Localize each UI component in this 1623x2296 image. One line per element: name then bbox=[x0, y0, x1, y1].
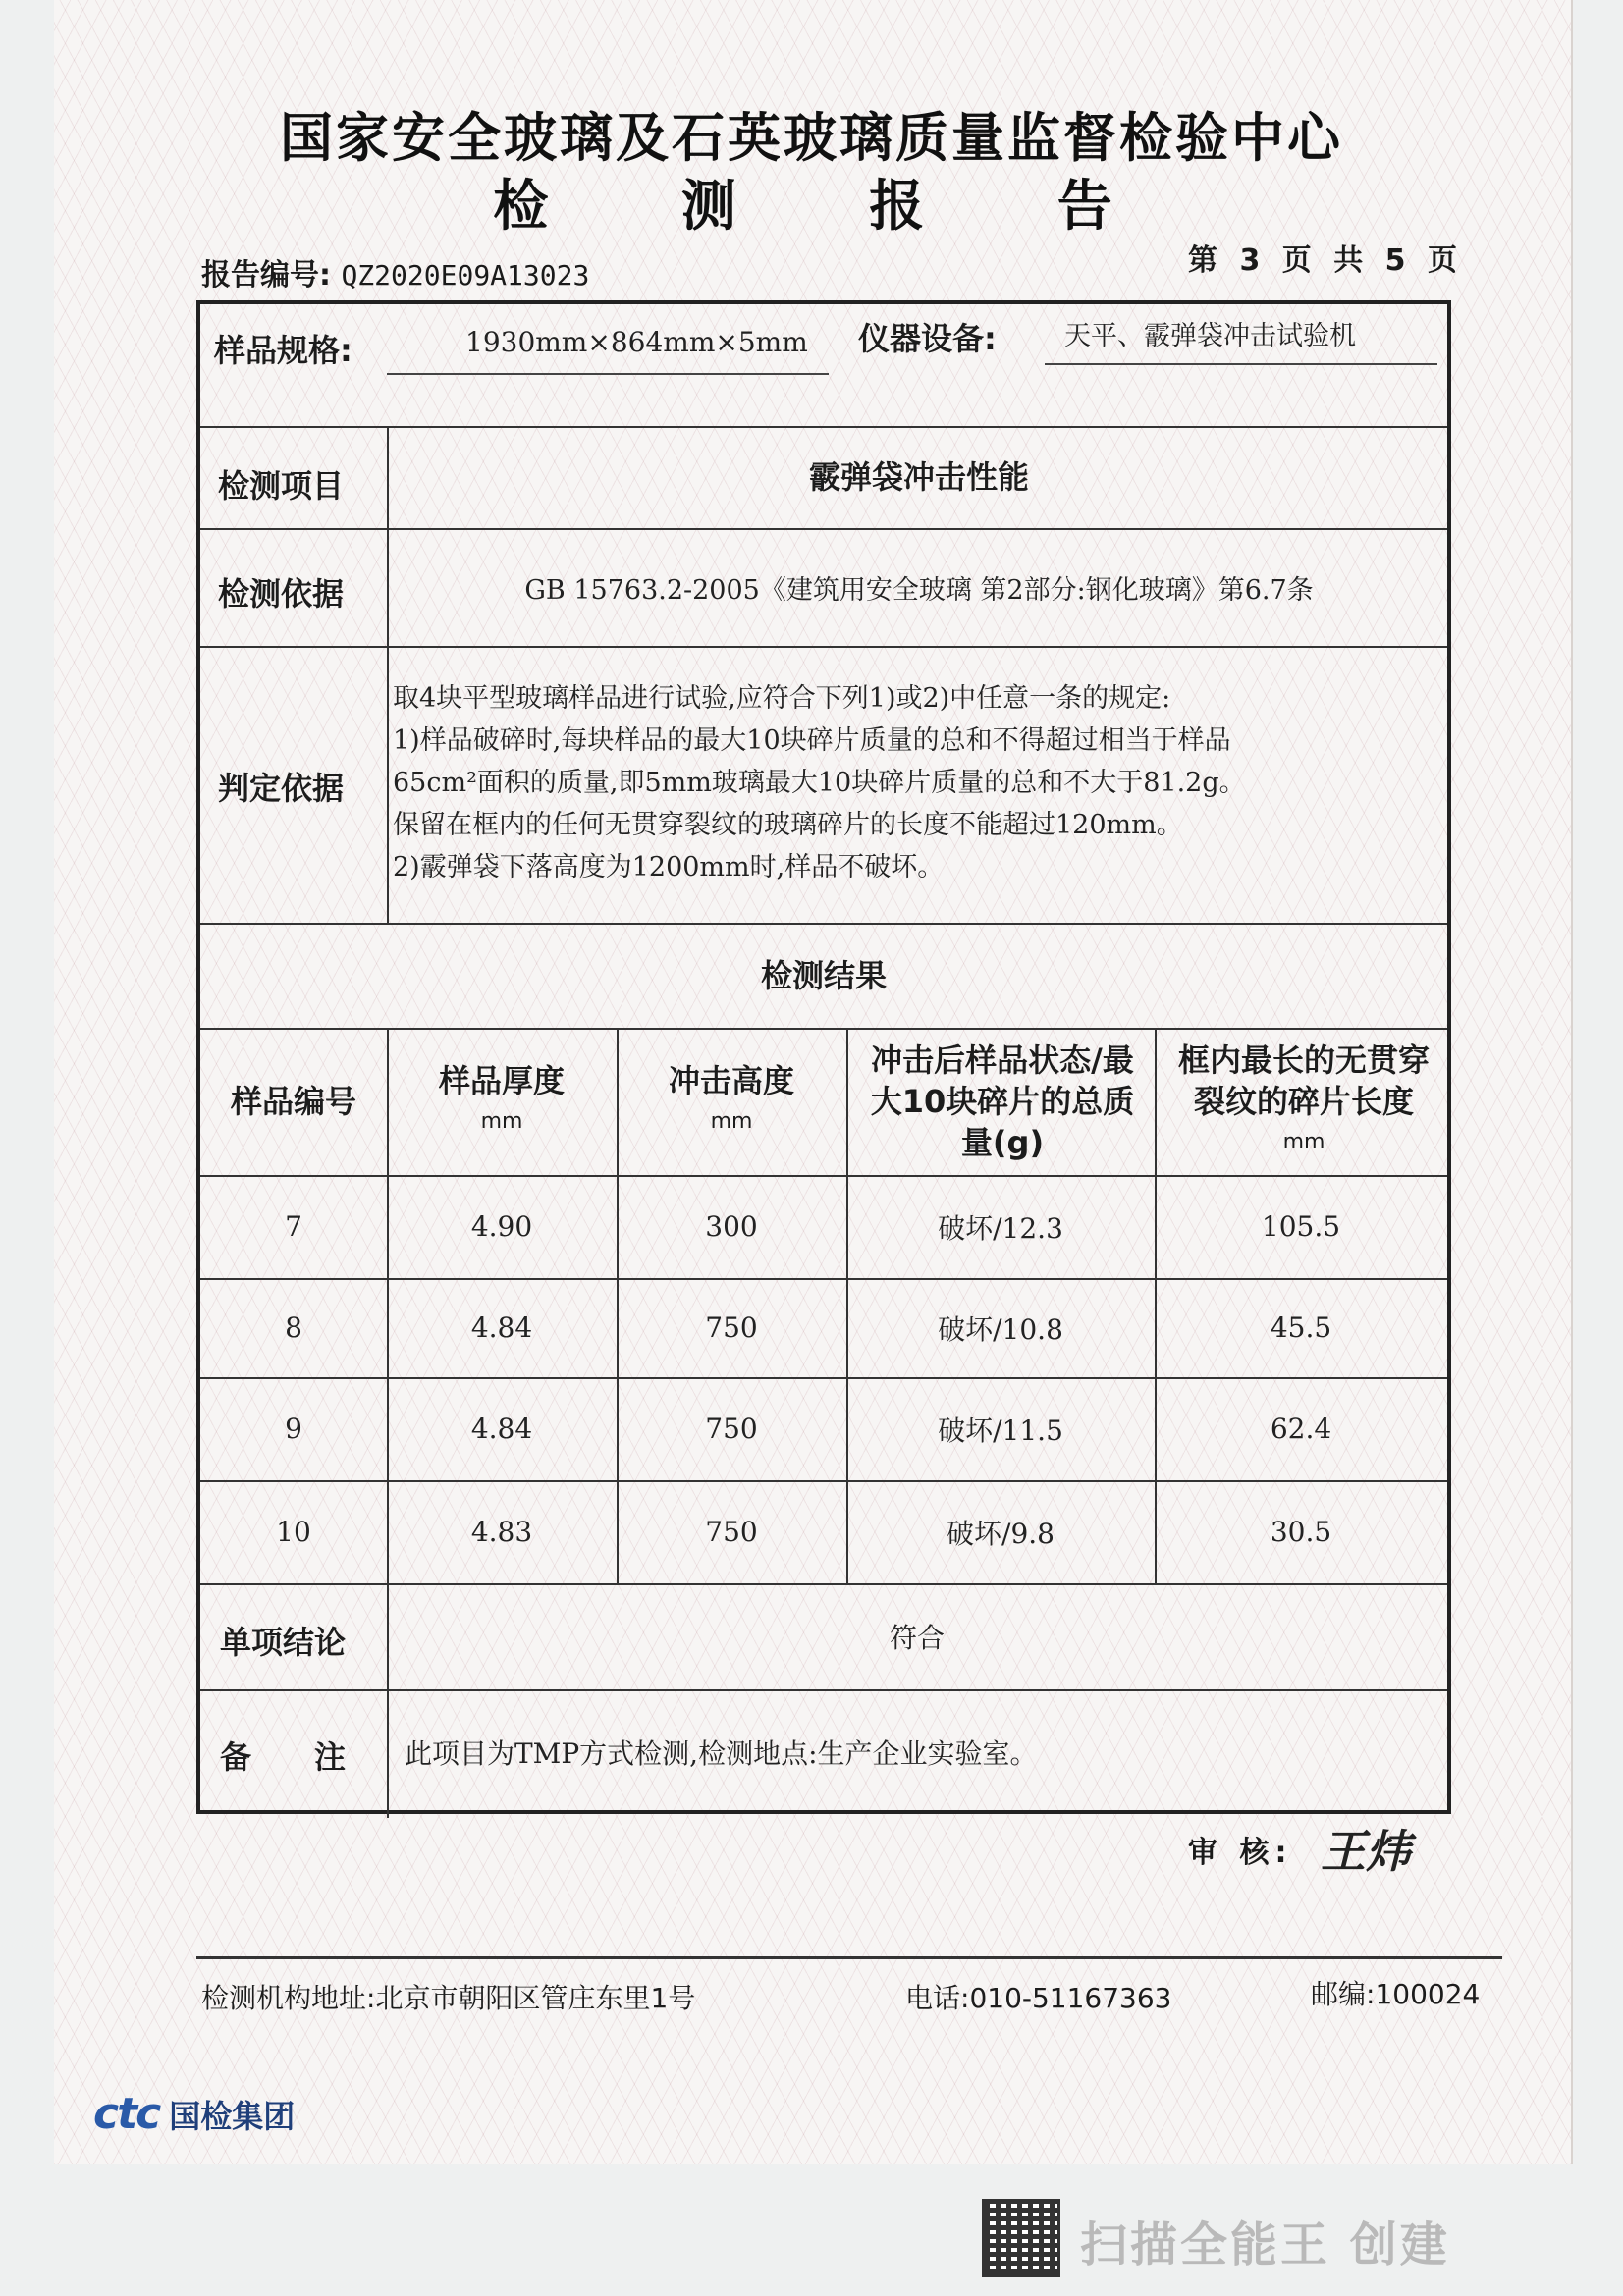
cell-height: 750 bbox=[705, 1311, 758, 1344]
test-item-cell bbox=[387, 426, 1451, 528]
test-item-label: 检测项目 bbox=[218, 467, 345, 505]
col-header-fragment-length-unit: mm bbox=[1282, 1130, 1325, 1154]
cell-thickness: 4.84 bbox=[470, 1413, 533, 1445]
remarks-value: 此项目为TMP方式检测,检测地点:生产企业实验室。 bbox=[405, 1737, 1038, 1770]
phone-value: 010-51167363 bbox=[969, 1982, 1172, 2014]
criteria-label: 判定依据 bbox=[218, 770, 345, 807]
document-title: 检 测 报 告 bbox=[493, 175, 1169, 239]
conclusion-value: 符合 bbox=[889, 1622, 945, 1654]
address-value: 北京市朝阳区管庄东里1号 bbox=[375, 1982, 696, 2014]
test-basis-cell bbox=[387, 528, 1451, 646]
col-header-state-mass bbox=[860, 1028, 1145, 1175]
col-header-fragment-length-text: 框内最长的无贯穿裂纹的碎片长度 bbox=[1177, 1041, 1430, 1120]
criteria-line: 2)霰弹袋下落高度为1200mm时,样品不破坏。 bbox=[393, 852, 945, 882]
reviewer-signature: 王炜 bbox=[1321, 1825, 1411, 1878]
sample-spec-label: 样品规格: bbox=[214, 332, 352, 369]
postcode-value: 100024 bbox=[1375, 1978, 1481, 2010]
page-info: 第 3 页 共 5 页 bbox=[1188, 243, 1463, 278]
cell-thickness: 4.83 bbox=[470, 1516, 533, 1548]
col-header-thickness-text: 样品厚度 bbox=[438, 1062, 565, 1099]
cell-height: 750 bbox=[705, 1516, 758, 1548]
col-header-state-mass-text: 冲击后样品状态/最大10块碎片的总质量(g) bbox=[870, 1041, 1135, 1161]
cell-sample-no: 8 bbox=[285, 1311, 302, 1344]
cell-state-mass: 破坏/12.3 bbox=[938, 1211, 1063, 1245]
test-basis-label: 检测依据 bbox=[218, 575, 345, 613]
cell-height: 300 bbox=[705, 1210, 758, 1243]
footer-address bbox=[201, 1977, 695, 2016]
phone-label: 电话: bbox=[905, 1982, 970, 2014]
conclusion-label: 单项结论 bbox=[220, 1624, 347, 1661]
col-header-fragment-length bbox=[1166, 1028, 1441, 1175]
footer-rule bbox=[196, 1956, 1502, 1959]
qr-code-icon bbox=[982, 2199, 1060, 2277]
sample-spec-value: 1930mm×864mm×5mm bbox=[465, 326, 808, 358]
equipment-underline bbox=[1045, 363, 1437, 365]
address-label: 检测机构地址: bbox=[201, 1982, 376, 2014]
postcode-label: 邮编: bbox=[1311, 1978, 1376, 2010]
criteria-line: 保留在框内的任何无贯穿裂纹的玻璃碎片的长度不能超过120mm。 bbox=[393, 810, 1183, 840]
scanner-watermark: 扫描全能王 创建 bbox=[1080, 2217, 1450, 2272]
test-item-value: 霰弹袋冲击性能 bbox=[808, 458, 1029, 496]
cell-fragment-length: 30.5 bbox=[1270, 1516, 1332, 1548]
ctc-logo-mark: ctc bbox=[93, 2089, 160, 2139]
results-section-title: 检测结果 bbox=[760, 956, 887, 994]
ctc-logo bbox=[93, 2089, 295, 2139]
review-label: 审 核: bbox=[1188, 1836, 1293, 1870]
criteria-line: 1)样品破碎时,每块样品的最大10块碎片质量的总和不得超过相当于样品 bbox=[393, 725, 1231, 756]
cell-fragment-length: 62.4 bbox=[1270, 1413, 1332, 1445]
cell-sample-no: 7 bbox=[285, 1210, 302, 1243]
cell-fragment-length: 105.5 bbox=[1261, 1210, 1341, 1243]
col-header-thickness bbox=[387, 1028, 617, 1175]
footer-phone bbox=[905, 1977, 1172, 2016]
cell-state-mass: 破坏/10.8 bbox=[938, 1312, 1063, 1346]
report-form bbox=[196, 300, 1451, 1814]
equipment-label: 仪器设备: bbox=[858, 320, 997, 357]
remarks-label: 备 注 bbox=[220, 1738, 347, 1776]
org-title: 国家安全玻璃及石英玻璃质量监督检验中心 bbox=[280, 107, 1343, 169]
results-title-cell bbox=[200, 923, 1447, 1028]
col-header-height-unit: mm bbox=[710, 1109, 753, 1134]
cell-sample-no: 10 bbox=[276, 1516, 311, 1548]
cell-state-mass: 破坏/11.5 bbox=[938, 1414, 1063, 1447]
report-number-label: 报告编号: bbox=[201, 258, 331, 293]
cell-height: 750 bbox=[705, 1413, 758, 1445]
cell-sample-no: 9 bbox=[285, 1413, 302, 1445]
report-number bbox=[201, 250, 589, 294]
criteria-text bbox=[393, 677, 1246, 888]
report-number-value: QZ2020E09A13023 bbox=[341, 259, 590, 292]
col-header-sample-no bbox=[200, 1028, 387, 1175]
criteria-line: 取4块平型玻璃样品进行试验,应符合下列1)或2)中任意一条的规定: bbox=[393, 683, 1171, 714]
cell-thickness: 4.84 bbox=[470, 1311, 533, 1344]
col-header-height-text: 冲击高度 bbox=[668, 1062, 794, 1099]
cell-thickness: 4.90 bbox=[470, 1210, 533, 1243]
ctc-logo-name: 国检集团 bbox=[169, 2097, 296, 2135]
criteria-line: 65cm²面积的质量,即5mm玻璃最大10块碎片质量的总和不大于81.2g。 bbox=[393, 768, 1246, 798]
cell-fragment-length: 45.5 bbox=[1270, 1311, 1332, 1344]
col-header-thickness-unit: mm bbox=[480, 1109, 523, 1134]
col-header-height bbox=[617, 1028, 846, 1175]
footer-postcode bbox=[1311, 1973, 1480, 2012]
equipment-value: 天平、霰弹袋冲击试验机 bbox=[1064, 321, 1356, 351]
col-header-sample-no-text: 样品编号 bbox=[230, 1083, 356, 1120]
test-basis-value: GB 15763.2-2005《建筑用安全玻璃 第2部分:钢化玻璃》第6.7条 bbox=[524, 574, 1314, 606]
sample-spec-underline bbox=[387, 373, 829, 375]
cell-state-mass: 破坏/9.8 bbox=[947, 1517, 1055, 1550]
